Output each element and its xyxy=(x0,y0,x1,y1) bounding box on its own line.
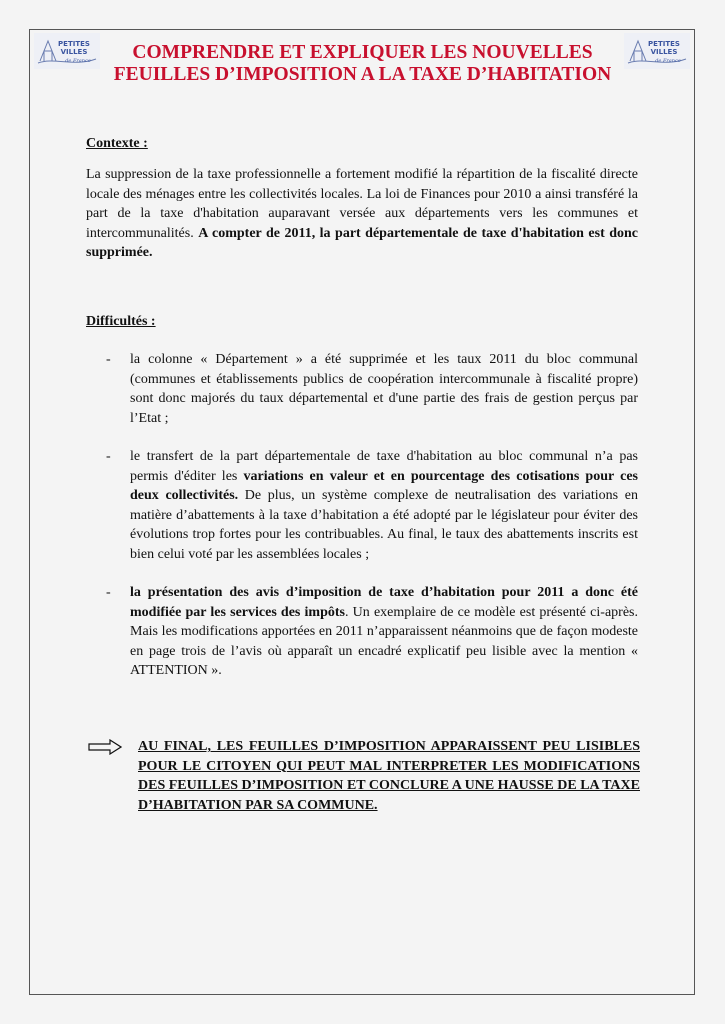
bullet-dash: - xyxy=(106,585,111,600)
difficulty-item-2-text xyxy=(130,447,638,564)
contexte-heading: Contexte : xyxy=(86,136,148,151)
contexte-paragraph xyxy=(86,165,638,263)
contexte-text: La suppression de la taxe professionnelle a fortement modifié la répartition de la fiscalité directe locale des ménages entre les collectivités locales. La loi de Finances pour 2010 a ainsi transféré la part de la taxe d'habitation auparavant versée aux départements vers les communes et intercommunalités. xyxy=(86,167,638,241)
svg-text:VILLES: VILLES xyxy=(650,48,678,56)
difficulty-item-3 xyxy=(86,583,638,681)
svg-text:PETITES: PETITES xyxy=(648,40,680,48)
contexte-text-bold: A compter de 2011, la part départementale de taxe d'habitation est donc supprimée. xyxy=(86,225,639,260)
svg-text:de France: de France xyxy=(655,58,681,64)
svg-text:de France: de France xyxy=(65,58,91,64)
title-line-2: FEUILLES D’IMPOSITION A LA TAXE D’HABITATION xyxy=(113,64,612,85)
difficulty-item-2-text-b: De plus, un système complexe de neutralisation des variations en matière d’abattements à la taxe d’habitation a été adopté par le législateur pour éviter des évolutions trop fortes pour les contribuables. Au final, le taux des abattements inscrits est bien celui voté par les assemblées locales ; xyxy=(130,488,638,562)
right-arrow-icon xyxy=(88,739,122,755)
conclusion-block xyxy=(88,737,640,815)
difficulty-item-3-text-b: . Un exemplaire de ce modèle est présenté ci-après. Mais les modifications apportées en 2011 n’apparaissent néanmoins que de façon modeste en page trois de l’avis où apparaît un encadré explicatif peu lisible avec la mention « ATTENTION ». xyxy=(130,604,638,678)
difficulty-item-2-text-a: le transfert de la part départementale de taxe d'habitation au bloc communal n’a pas permis d'éditer les xyxy=(130,449,638,484)
difficulty-item-3-text xyxy=(130,583,638,681)
difficulty-item-1 xyxy=(86,350,638,428)
difficulty-item-3-bold: la présentation des avis d’imposition de taxe d’habitation pour 2011 a donc été modifiée par les services des impôts xyxy=(130,585,638,620)
difficultes-heading: Difficultés : xyxy=(86,314,156,329)
document-title xyxy=(90,42,635,86)
conclusion-text: AU FINAL, LES FEUILLES D’IMPOSITION APPARAISSENT PEU LISIBLES POUR LE CITOYEN QUI PEUT MAL INTERPRETER LES MODIFICATIONS DES FEUILLES D’IMPOSITION ET CONCLURE A UNE HAUSSE DE LA TAXE D’HABITATION PAR SA COMMUNE. xyxy=(138,739,640,813)
bullet-dash: - xyxy=(106,352,111,367)
difficulty-item-2 xyxy=(86,447,638,564)
title-line-1: COMPRENDRE ET EXPLIQUER LES NOUVELLES xyxy=(132,42,593,63)
svg-text:VILLES: VILLES xyxy=(60,48,88,56)
difficulty-item-1-text: la colonne « Département » a été supprimée et les taux 2011 du bloc communal (communes et établissements publics de coopération intercommunale à fiscalité propre) sont donc majorés du taux départemental et d'une partie des frais de gestion perçus par l’Etat ; xyxy=(130,352,638,426)
bullet-dash: - xyxy=(106,449,111,464)
difficulty-item-2-bold: variations en valeur et en pourcentage des cotisations pour ces deux collectivités. xyxy=(130,468,638,503)
svg-text:PETITES: PETITES xyxy=(58,40,90,48)
